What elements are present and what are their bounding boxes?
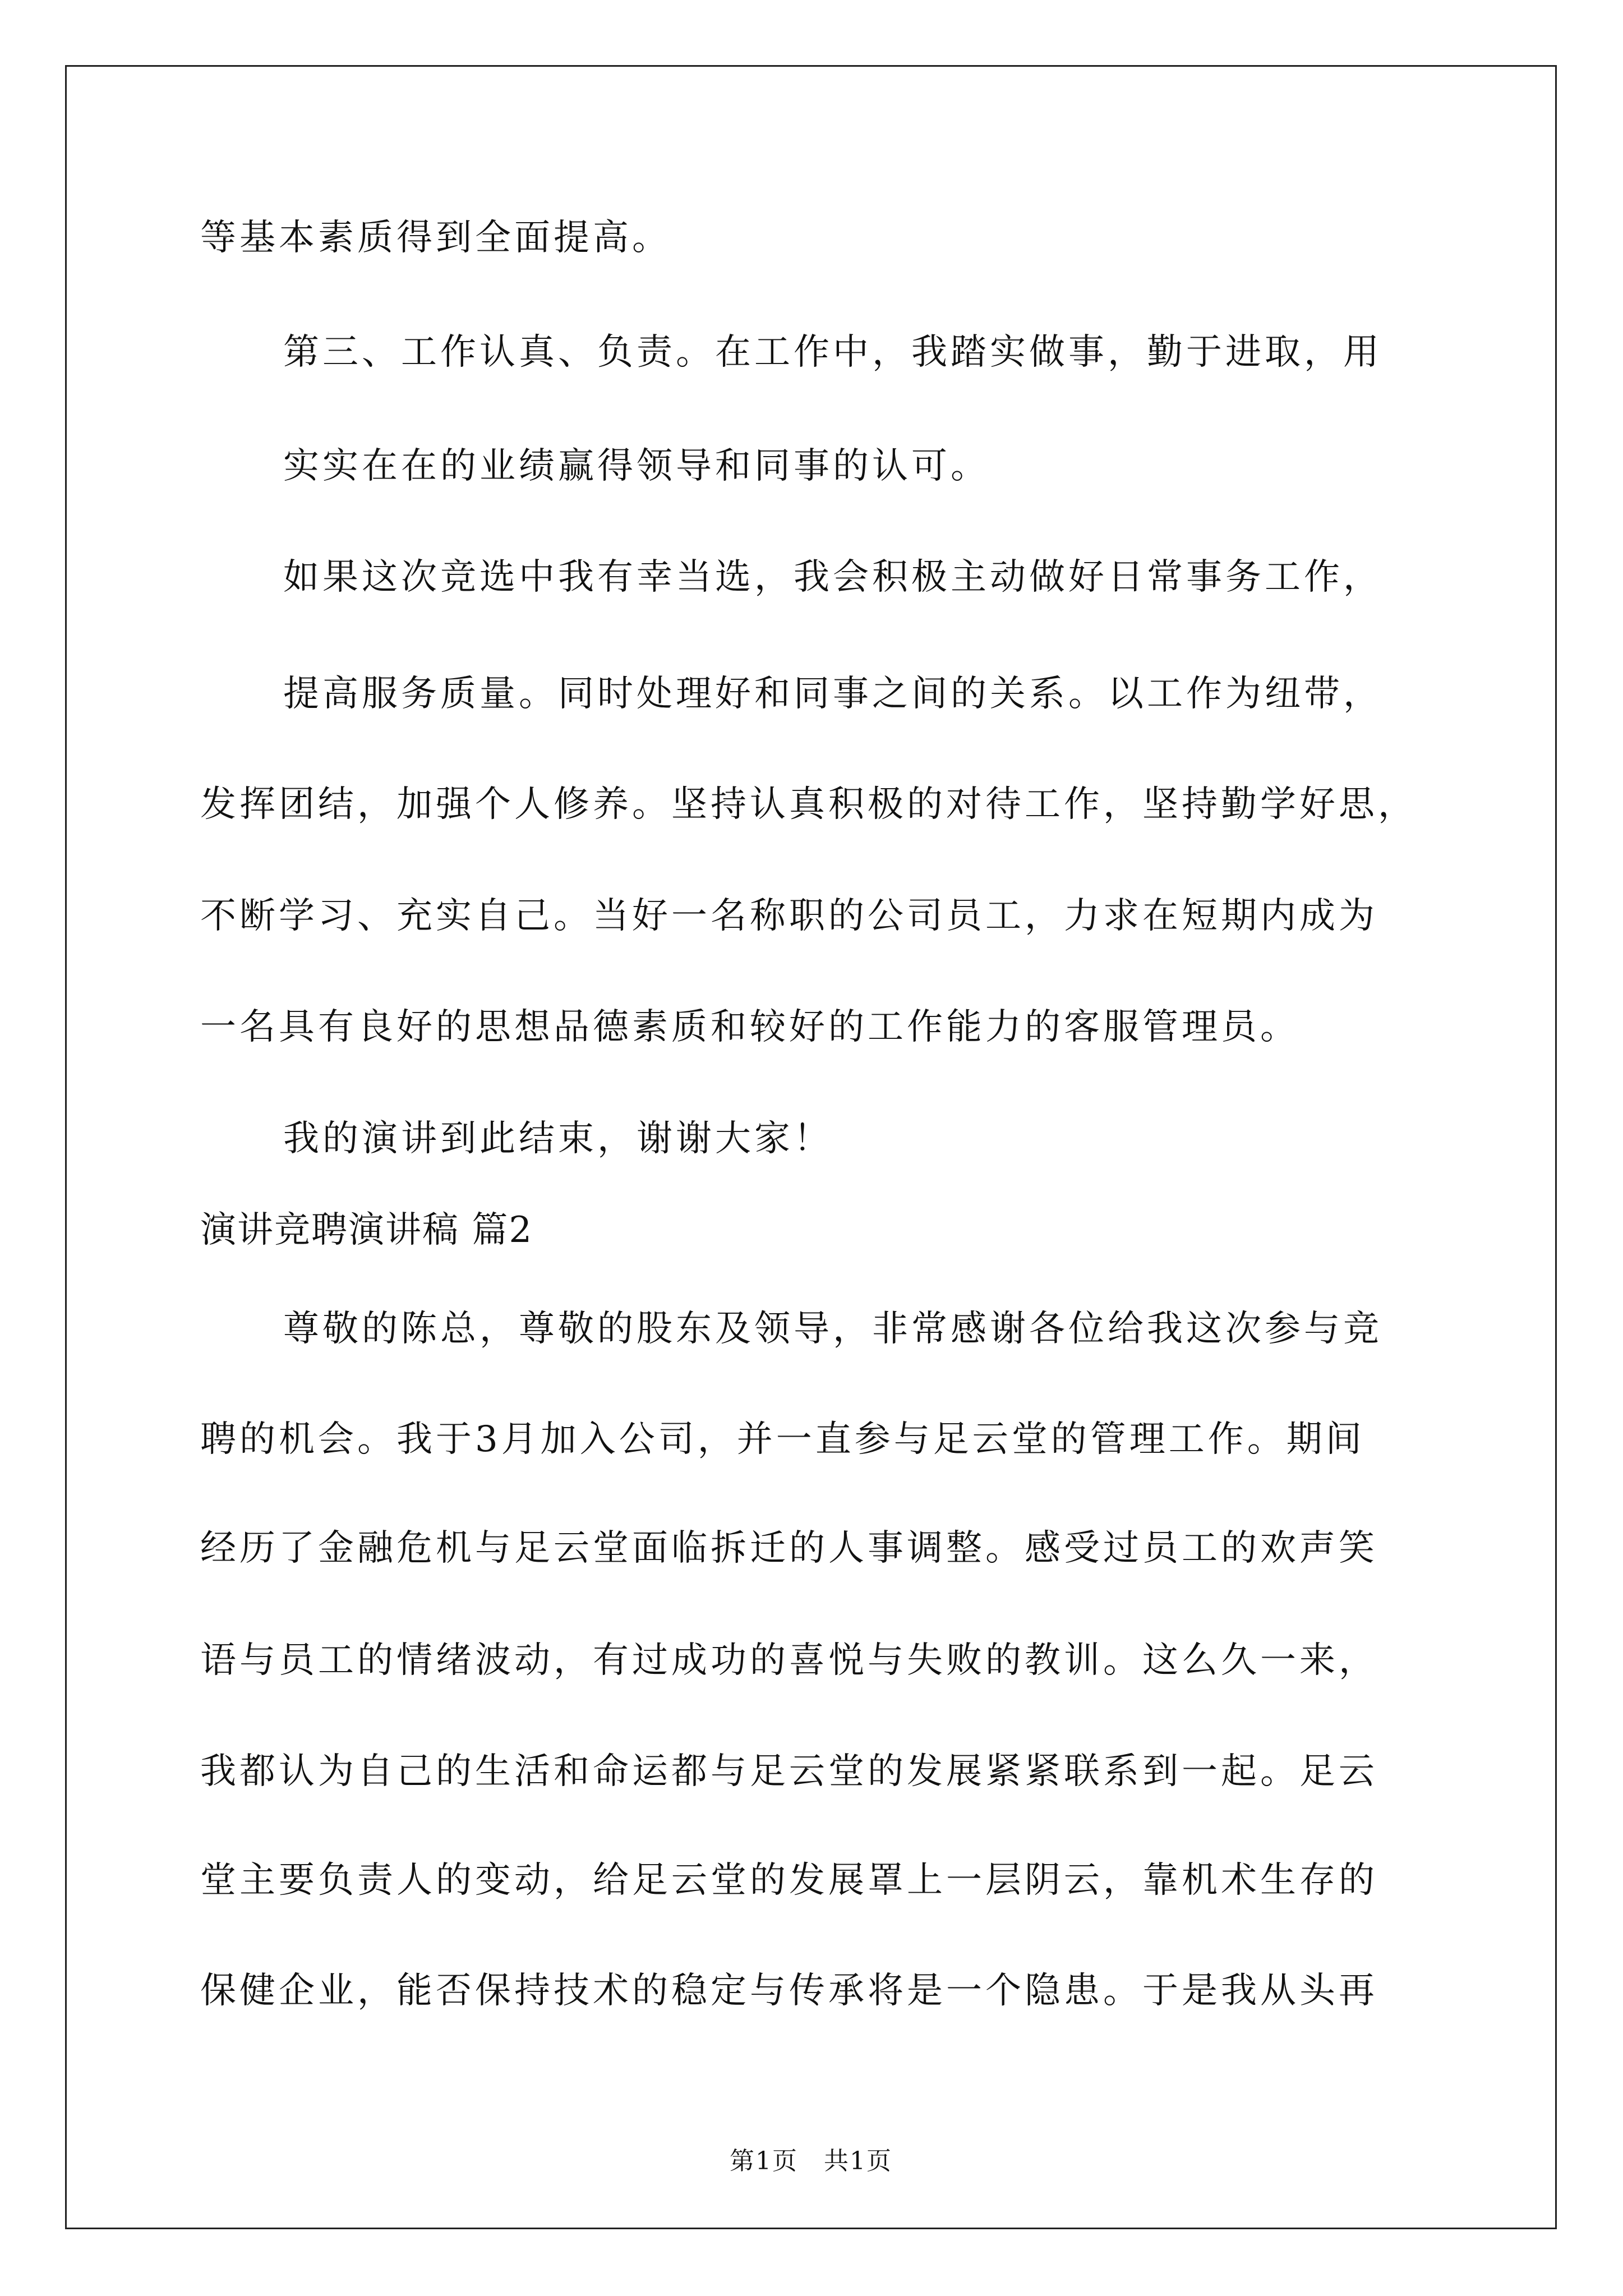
paragraph-line: 我的演讲到此结束，谢谢大家！ [283, 1118, 833, 1159]
paragraph-line: 不断学习、充实自己。当好一名称职的公司员工，力求在短期内成为 [200, 895, 1378, 937]
paragraph-line: 一名具有良好的思想品德素质和较好的工作能力的客服管理员。 [200, 1006, 1299, 1048]
section-heading: 演讲竞聘演讲稿 篇2 [200, 1209, 533, 1251]
paragraph-line: 保健企业，能否保持技术的稳定与传承将是一个隐患。于是我从头再 [200, 1970, 1378, 2012]
paragraph-line: 第三、工作认真、负责。在工作中，我踏实做事，勤于进取，用 [283, 332, 1382, 373]
paragraph-line: 语与员工的情绪波动，有过成功的喜悦与失败的教训。这么久一来， [200, 1640, 1378, 1681]
paragraph-line: 尊敬的陈总，尊敬的股东及领导，非常感谢各位给我这次参与竞 [283, 1308, 1382, 1350]
paragraph-line: 聘的机会。我于3月加入公司，并一直参与足云堂的管理工作。期间 [200, 1419, 1365, 1460]
paragraph-line: 实实在在的业绩赢得领导和同事的认可。 [283, 445, 990, 487]
paragraph-line: 等基本素质得到全面提高。 [200, 217, 671, 259]
paragraph-line: 我都认为自己的生活和命运都与足云堂的发展紧紧联系到一起。足云 [200, 1751, 1378, 1792]
paragraph-line: 堂主要负责人的变动，给足云堂的发展罩上一层阴云，靠机术生存的 [200, 1860, 1378, 1901]
paragraph-line: 提高服务质量。同时处理好和同事之间的关系。以工作为纽带， [283, 673, 1382, 715]
paragraph-line: 发挥团结，加强个人修养。坚持认真积极的对待工作，坚持勤学好思， [200, 784, 1417, 825]
page-frame [65, 65, 1557, 2229]
page-footer: 第1页 共1页 [730, 2147, 892, 2175]
paragraph-line: 如果这次竞选中我有幸当选，我会积极主动做好日常事务工作， [283, 556, 1382, 598]
paragraph-line: 经历了金融危机与足云堂面临拆迁的人事调整。感受过员工的欢声笑 [200, 1527, 1378, 1569]
